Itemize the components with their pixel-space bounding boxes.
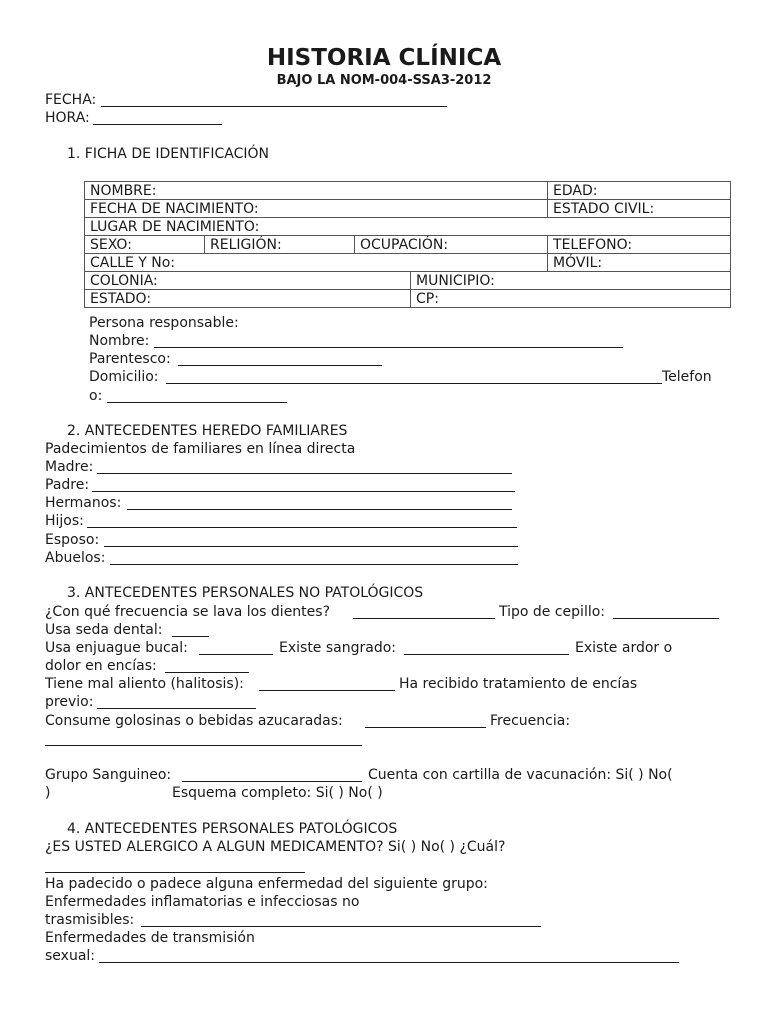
enjuague-field[interactable] xyxy=(199,654,273,655)
responsable-nombre-label: Nombre: xyxy=(89,333,150,349)
seda-dental-label: Usa seda dental: xyxy=(45,622,163,638)
hermanos-label: Hermanos: xyxy=(45,495,122,511)
ocupacion-cell[interactable]: OCUPACIÓN: xyxy=(355,236,548,254)
calle-cell[interactable]: CALLE Y No: xyxy=(85,254,548,272)
section-4-title: 4. ANTECEDENTES PERSONALES PATOLÓGICOS xyxy=(67,821,398,837)
transmision-label-part1: Enfermedades de transmisión xyxy=(45,930,255,946)
telefono-cell[interactable]: TELEFONO: xyxy=(548,236,731,254)
hijos-field[interactable] xyxy=(87,527,517,528)
alergico-field[interactable] xyxy=(45,872,305,873)
responsable-telefono-field[interactable] xyxy=(107,402,287,403)
esposo-field[interactable] xyxy=(104,546,518,547)
inflamatorias-label-part1: Enfermedades inflamatorias e infecciosas no xyxy=(45,894,360,910)
ardor-label-part1: Existe ardor o xyxy=(575,640,673,656)
frecuencia-dientes-field[interactable] xyxy=(353,618,495,619)
hora-field[interactable] xyxy=(93,124,222,125)
tratamiento-label-part1: Ha recibido tratamiento de encías xyxy=(399,676,638,692)
golosinas-field[interactable] xyxy=(365,727,486,728)
inflamatorias-label-part2: trasmisibles: xyxy=(45,912,135,928)
tipo-cepillo-label: Tipo de cepillo: xyxy=(499,604,606,620)
abuelos-field[interactable] xyxy=(110,564,518,565)
telefono-label-part1: Telefon xyxy=(662,369,712,385)
inflamatorias-field[interactable] xyxy=(141,926,541,927)
movil-cell[interactable]: MÓVIL: xyxy=(548,254,731,272)
document-title: HISTORIA CLÍNICA xyxy=(266,45,502,71)
hijos-label: Hijos: xyxy=(45,513,84,529)
tratamiento-field[interactable] xyxy=(97,708,256,709)
domicilio-field[interactable] xyxy=(166,383,662,384)
domicilio-label: Domicilio: xyxy=(89,369,159,385)
alergico-label: ¿ES USTED ALERGICO A ALGUN MEDICAMENTO? Si( ) No( ) ¿Cuál? xyxy=(45,839,506,855)
padecido-label: Ha padecido o padece alguna enfermedad del siguiente grupo: xyxy=(45,876,488,892)
fecha-label: FECHA: xyxy=(45,92,97,108)
sangrado-label: Existe sangrado: xyxy=(279,640,397,656)
padre-field[interactable] xyxy=(92,491,515,492)
municipio-cell[interactable]: MUNICIPIO: xyxy=(411,272,731,290)
hermanos-field[interactable] xyxy=(127,509,512,510)
sexo-cell[interactable]: SEXO: xyxy=(85,236,205,254)
ardor-label-part2: dolor en encías: xyxy=(45,658,157,674)
frecuencia-field[interactable] xyxy=(45,745,362,746)
abuelos-label: Abuelos: xyxy=(45,550,106,566)
edad-cell[interactable]: EDAD: xyxy=(548,182,731,200)
cp-cell[interactable]: CP: xyxy=(411,290,731,308)
section-3-title: 3. ANTECEDENTES PERSONALES NO PATOLÓGICOS xyxy=(67,585,424,601)
frecuencia-label: Frecuencia: xyxy=(490,713,571,729)
section-2-intro: Padecimientos de familiares en línea directa xyxy=(45,441,356,457)
fecha-nacimiento-cell[interactable]: FECHA DE NACIMIENTO: xyxy=(85,200,548,218)
transmision-field[interactable] xyxy=(99,962,679,963)
parentesco-field[interactable] xyxy=(178,365,382,366)
parentesco-label: Parentesco: xyxy=(89,351,171,367)
golosinas-label: Consume golosinas o bebidas azucaradas: xyxy=(45,713,343,729)
transmision-label-part2: sexual: xyxy=(45,948,96,964)
cartilla-label: Cuenta con cartilla de vacunación: Si( ) No( xyxy=(368,767,673,783)
tratamiento-label-part2: previo: xyxy=(45,694,94,710)
enjuague-label: Usa enjuague bucal: xyxy=(45,640,188,656)
estado-cell[interactable]: ESTADO: xyxy=(85,290,411,308)
hora-label: HORA: xyxy=(45,110,90,126)
section-2-title: 2. ANTECEDENTES HEREDO FAMILIARES xyxy=(67,423,348,439)
sangrado-field[interactable] xyxy=(404,654,569,655)
tipo-cepillo-field[interactable] xyxy=(613,618,719,619)
frecuencia-dientes-label: ¿Con qué frecuencia se lava los dientes? xyxy=(45,604,331,620)
madre-field[interactable] xyxy=(97,473,512,474)
document-subtitle: BAJO LA NOM-004-SSA3-2012 xyxy=(276,73,492,88)
cartilla-close-paren: ) xyxy=(45,785,51,801)
responsable-nombre-field[interactable] xyxy=(154,347,623,348)
seda-dental-field[interactable] xyxy=(172,636,209,637)
section-1-title: 1. FICHA DE IDENTIFICACIÓN xyxy=(67,146,269,162)
grupo-sanguineo-field[interactable] xyxy=(182,781,362,782)
lugar-nacimiento-cell[interactable]: LUGAR DE NACIMIENTO: xyxy=(85,218,731,236)
responsable-title: Persona responsable: xyxy=(89,315,239,331)
nombre-cell[interactable]: NOMBRE: xyxy=(85,182,548,200)
madre-label: Madre: xyxy=(45,459,94,475)
mal-aliento-label: Tiene mal aliento (halitosis): xyxy=(45,676,244,692)
grupo-sanguineo-label: Grupo Sanguineo: xyxy=(45,767,172,783)
padre-label: Padre: xyxy=(45,477,90,493)
ardor-field[interactable] xyxy=(165,672,249,673)
estado-civil-cell[interactable]: ESTADO CIVIL: xyxy=(548,200,731,218)
identification-table xyxy=(84,181,731,308)
esquema-label: Esquema completo: Si( ) No( ) xyxy=(172,785,383,801)
religion-cell[interactable]: RELIGIÓN: xyxy=(205,236,355,254)
telefono-label-part2: o: xyxy=(89,388,103,404)
colonia-cell[interactable]: COLONIA: xyxy=(85,272,411,290)
fecha-field[interactable] xyxy=(101,106,447,107)
esposo-label: Esposo: xyxy=(45,532,100,548)
mal-aliento-field[interactable] xyxy=(259,690,395,691)
